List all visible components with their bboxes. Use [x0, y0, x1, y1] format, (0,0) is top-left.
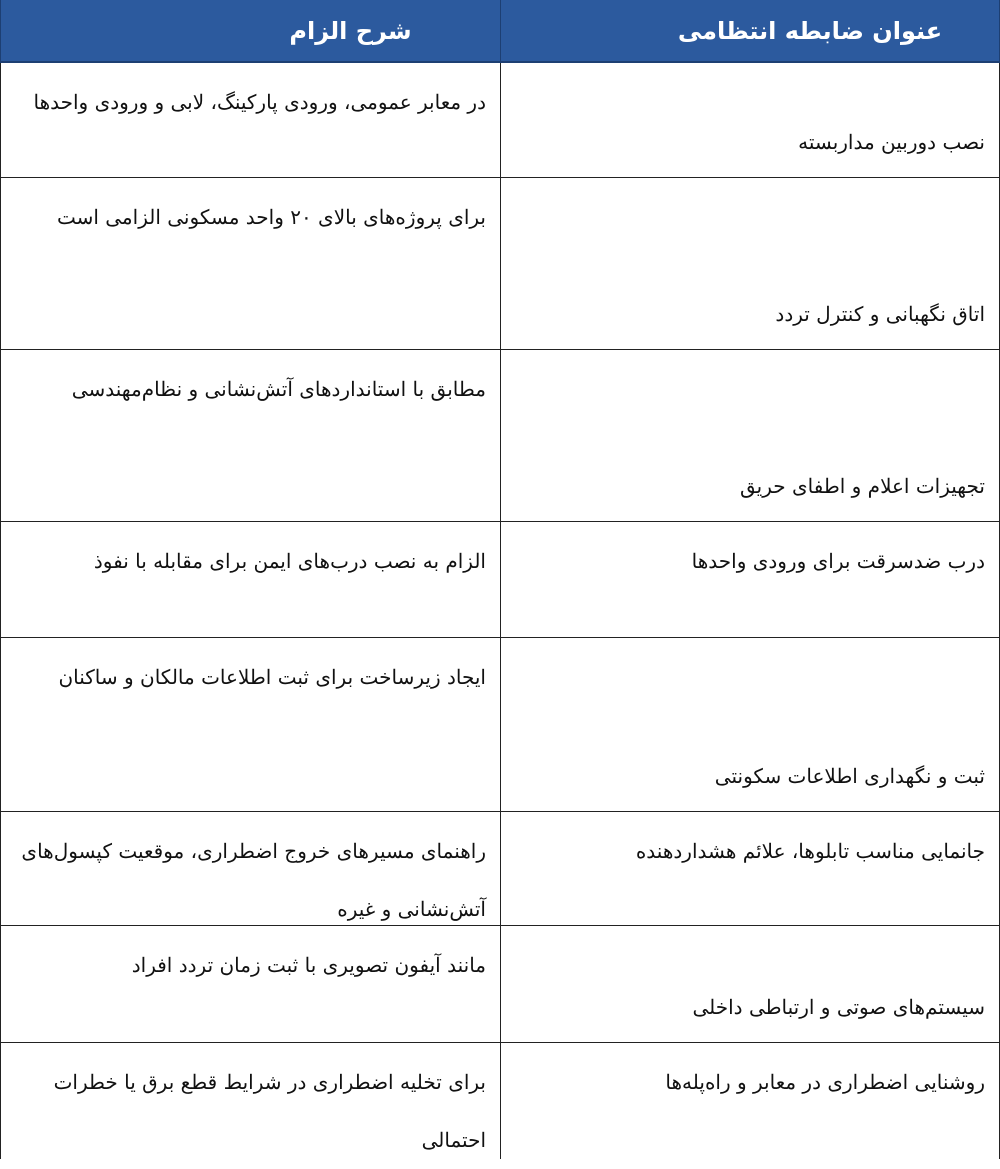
table-row	[0, 638, 1000, 812]
row-description: برای پروژه‌های بالای ۲۰ واحد مسکونی الزامی است	[0, 178, 500, 349]
table-header	[0, 0, 1000, 63]
row-description: برای تخلیه اضطراری در شرایط قطع برق یا خطرات احتمالی	[0, 1043, 500, 1159]
header-description-column: شرح الزام	[0, 0, 500, 61]
table-row	[0, 926, 1000, 1043]
row-title: نصب دوربین مداربسته	[500, 63, 1000, 177]
row-description: راهنمای مسیرهای خروج اضطراری، موقعیت کپسول‌های آتش‌نشانی و غیره	[0, 812, 500, 925]
table-row	[0, 350, 1000, 522]
table-row	[0, 522, 1000, 638]
row-title: اتاق نگهبانی و کنترل تردد	[500, 178, 1000, 349]
row-description: ایجاد زیرساخت برای ثبت اطلاعات مالکان و ساکنان	[0, 638, 500, 811]
row-title: ثبت و نگهداری اطلاعات سکونتی	[500, 638, 1000, 811]
table-row	[0, 812, 1000, 926]
row-title: سیستم‌های صوتی و ارتباطی داخلی	[500, 926, 1000, 1042]
row-title: جانمایی مناسب تابلوها، علائم هشداردهنده	[500, 812, 1000, 925]
row-description: مطابق با استانداردهای آتش‌نشانی و نظام‌مهندسی	[0, 350, 500, 521]
row-description: الزام به نصب درب‌های ایمن برای مقابله با نفوذ	[0, 522, 500, 637]
row-description: در معابر عمومی، ورودی پارکینگ، لابی و ورودی واحدها	[0, 63, 500, 177]
row-title: روشنایی اضطراری در معابر و راه‌پله‌ها	[500, 1043, 1000, 1159]
table-row	[0, 63, 1000, 178]
table-row	[0, 1043, 1000, 1159]
header-title-column: عنوان ضابطه انتظامی	[500, 0, 1000, 61]
table-row	[0, 178, 1000, 350]
row-description: مانند آیفون تصویری با ثبت زمان تردد افراد	[0, 926, 500, 1042]
row-title: درب ضدسرقت برای ورودی واحدها	[500, 522, 1000, 637]
row-title: تجهیزات اعلام و اطفای حریق	[500, 350, 1000, 521]
